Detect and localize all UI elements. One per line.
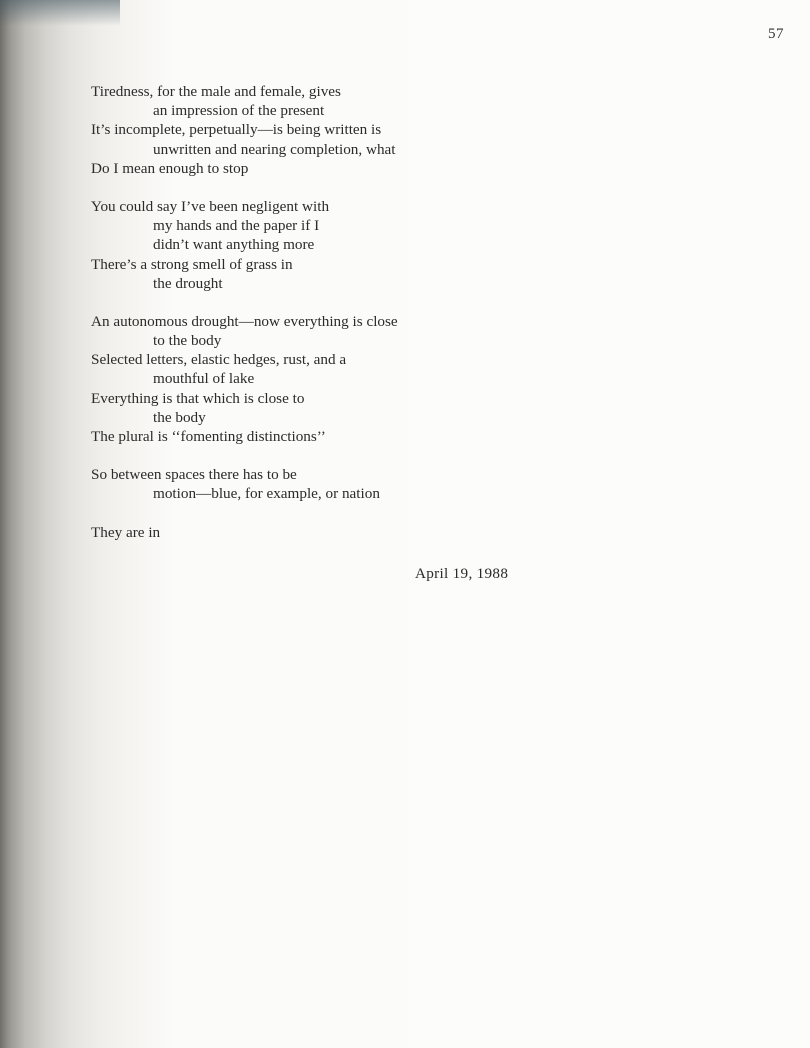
stanza <box>91 523 711 542</box>
stanza-break <box>91 293 711 312</box>
poem-body <box>91 82 711 542</box>
poem-line: So between spaces there has to be <box>91 466 297 484</box>
poem-line: Do I mean enough to stop <box>91 159 249 177</box>
poem-line: to the body <box>153 332 222 350</box>
poem-line: mouthful of lake <box>153 370 255 388</box>
stanza <box>91 197 711 293</box>
stanza <box>91 312 711 446</box>
poem-line: The plural is ‘‘fomenting distinctions’’ <box>91 428 326 445</box>
poem-line: Selected letters, elastic hedges, rust, and a <box>91 351 347 369</box>
poem-line: unwritten and nearing completion, what <box>153 140 396 158</box>
poem-line: the drought <box>153 274 223 292</box>
stanza-break <box>91 504 711 523</box>
poem-line: an impression of the present <box>153 102 325 120</box>
poem-line: There’s a strong smell of grass in <box>91 255 293 273</box>
page-number: 57 <box>768 26 784 42</box>
poem-date: April 19, 1988 <box>415 565 509 582</box>
poem-line: It’s incomplete, perpetually—is being written is <box>91 121 382 139</box>
stanza <box>91 82 711 178</box>
poem-line: An autonomous drought—now everything is close <box>91 312 398 330</box>
poem-line: They are in <box>91 523 161 541</box>
poem-line: motion—blue, for example, or nation <box>153 485 380 503</box>
poem-line: the body <box>153 408 206 426</box>
stanza-break <box>91 178 711 197</box>
stanza <box>91 465 711 503</box>
poem-line: Everything is that which is close to <box>91 389 305 407</box>
stanza-break <box>91 446 711 465</box>
poem-line: didn’t want anything more <box>153 236 315 254</box>
poem-line: You could say I’ve been negligent with <box>91 197 330 215</box>
scan-edge-shadow <box>0 0 120 26</box>
poem-line: Tiredness, for the male and female, gives <box>91 83 341 100</box>
poem-line: my hands and the paper if I <box>153 217 320 235</box>
